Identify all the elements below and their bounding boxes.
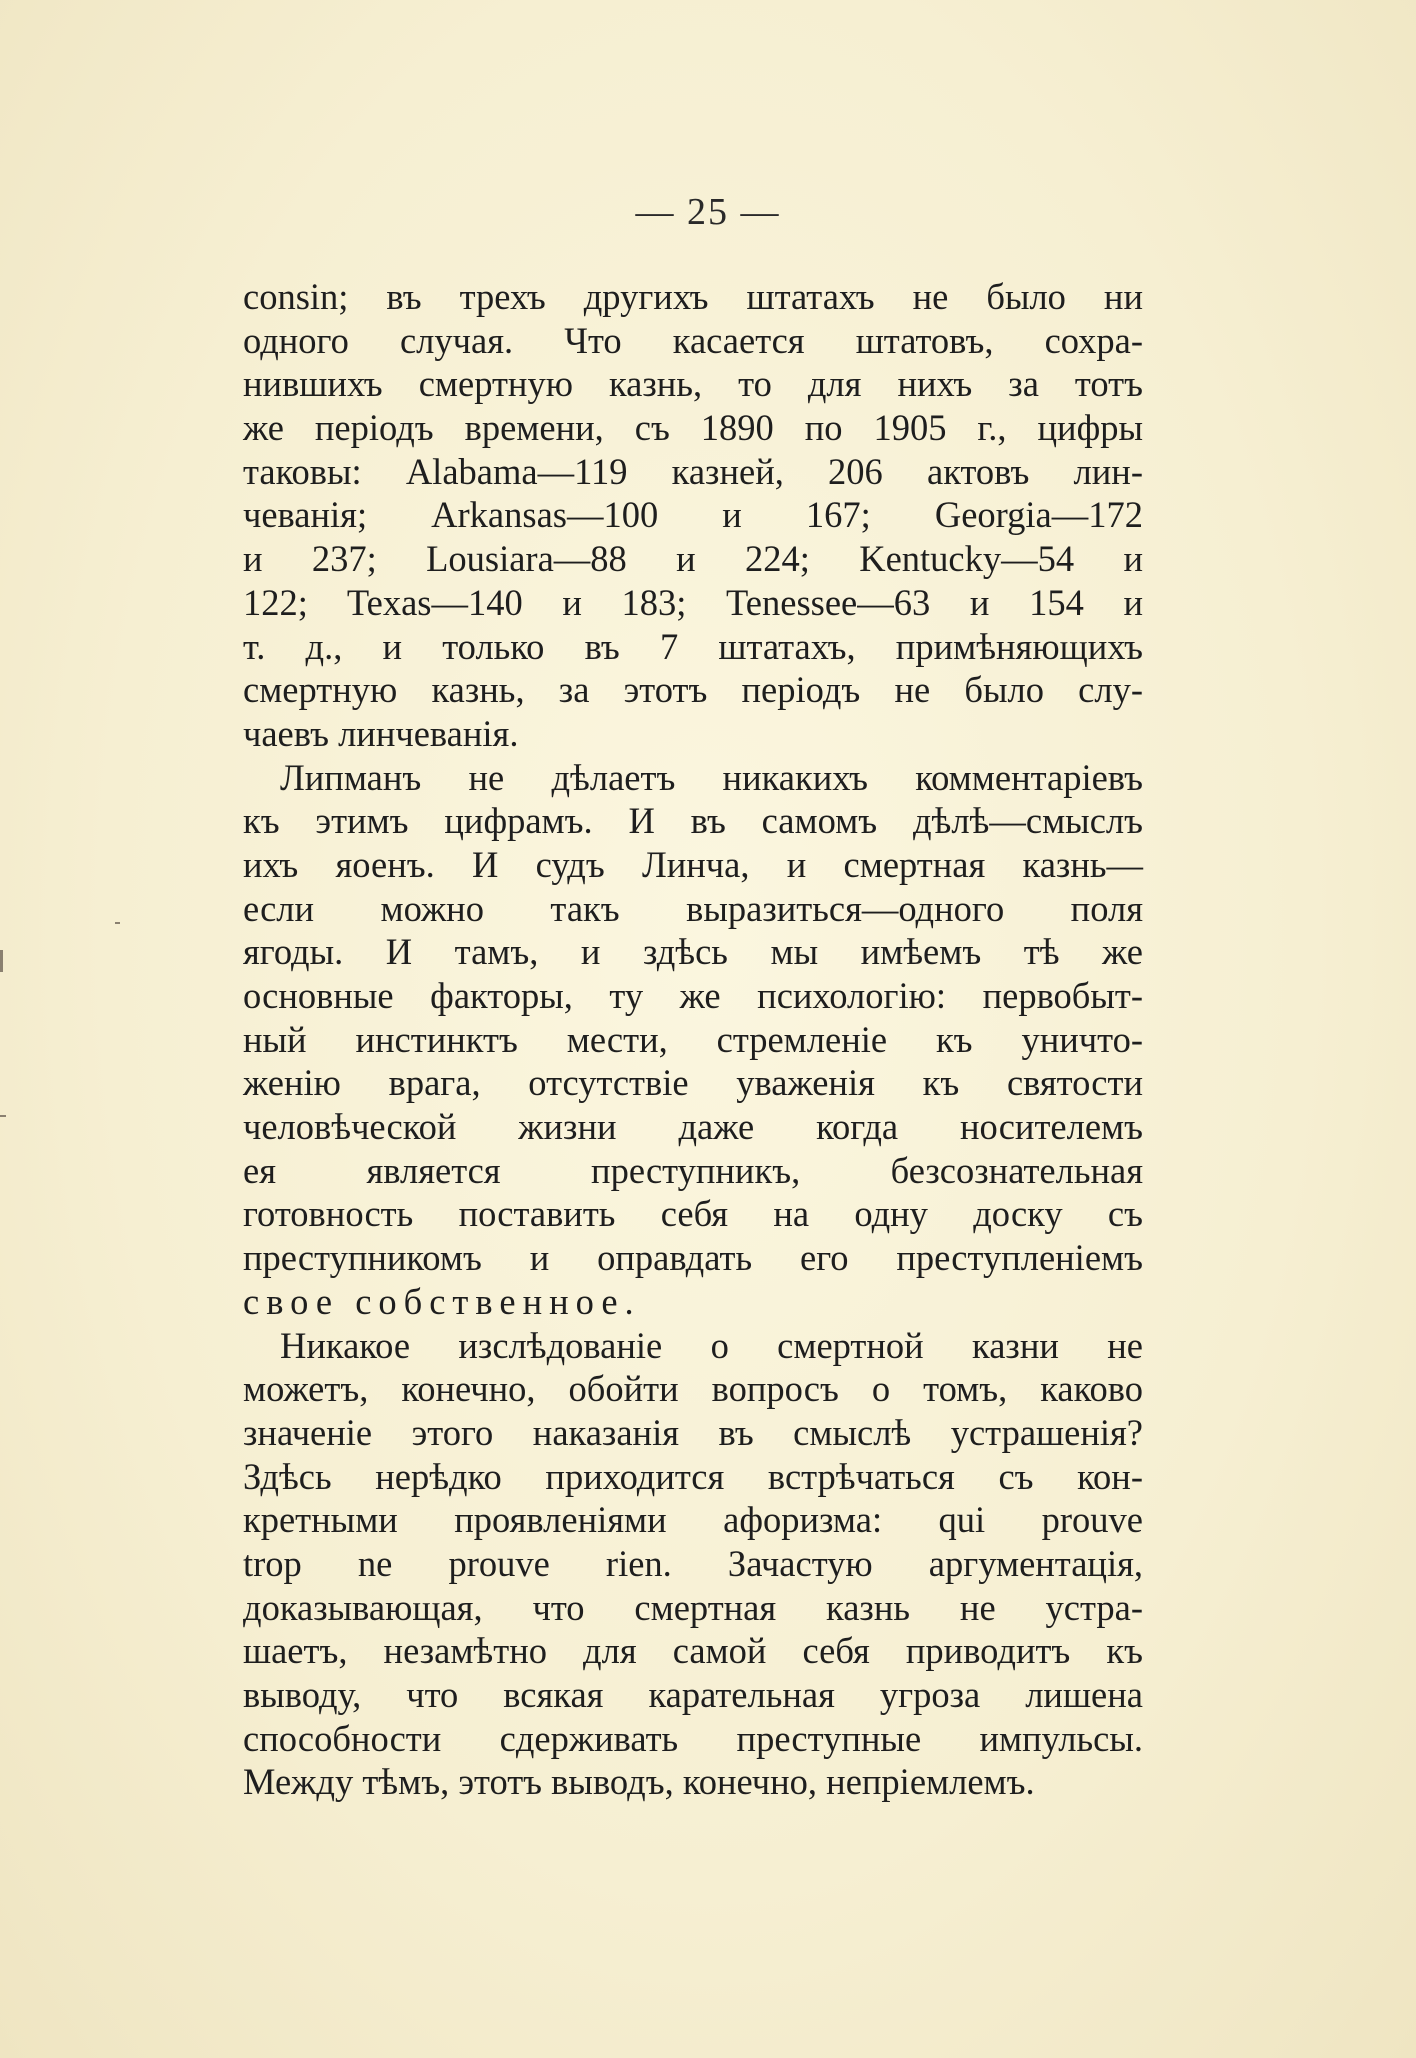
text-line: нившихъ смертную казнь, то для нихъ за тотъ: [243, 363, 1143, 405]
text-line: выводу, что всякая карательная угроза лишена: [243, 1674, 1143, 1715]
text-line: значеніе этого наказанія въ смыслѣ устрашенія?: [243, 1411, 1143, 1453]
text-line: Между тѣмъ, этотъ выводъ, конечно, непріемлемъ.: [243, 1761, 1035, 1803]
text-line: Никакое изслѣдованіе о смертной казни не: [280, 1324, 1143, 1366]
text-line: т. д., и только въ 7 штатахъ, примѣняющихъ: [243, 625, 1143, 667]
text-line: одного случая. Что касается штатовъ, сохра-: [243, 319, 1143, 361]
text-line: свое собственное.: [243, 1280, 641, 1322]
text-line: же періодъ времени, съ 1890 по 1905 г., цифры: [243, 407, 1143, 449]
text-line: и 237; Lousiara—88 и 224; Kentucky—54 и: [243, 538, 1143, 580]
text-line: къ этимъ цифрамъ. И въ самомъ дѣлѣ—смыслъ: [243, 800, 1143, 842]
body-text: [243, 275, 1143, 1804]
margin-mark: [0, 950, 3, 972]
text-line: consin; въ трехъ другихъ штатахъ не было ни: [243, 276, 1143, 317]
text-line: кретными проявленіями афоризма: qui prouve: [243, 1499, 1143, 1541]
text-line: шаетъ, незамѣтно для самой себя приводитъ къ: [243, 1630, 1143, 1672]
paragraph: [243, 756, 1143, 1324]
text-line: способности сдерживать преступные импульсы.: [243, 1717, 1143, 1759]
text-line: Здѣсь нерѣдко приходится встрѣчаться съ кон-: [243, 1455, 1143, 1497]
text-line: ихъ яоенъ. И судъ Линча, и смертная казнь—: [243, 843, 1143, 885]
text-line: можетъ, конечно, обойти вопросъ о томъ, каково: [243, 1368, 1143, 1410]
margin-mark: [115, 922, 120, 924]
text-line: ный инстинктъ мести, стремленіе къ уничто-: [243, 1018, 1143, 1060]
text-line: основные факторы, ту же психологію: первобыт-: [243, 975, 1143, 1016]
text-line: доказывающая, что смертная казнь не устра-: [243, 1586, 1143, 1628]
text-line: ягоды. И тамъ, и здѣсь мы имѣемъ тѣ же: [243, 931, 1143, 973]
text-line: готовность поставить себя на одну доску съ: [243, 1193, 1143, 1235]
text-line: trop ne prouve rien. Зачастую аргументація,: [243, 1542, 1143, 1584]
text-line: чаевъ линчеванія.: [243, 712, 519, 754]
paragraph: [243, 275, 1143, 756]
text-line: смертную казнь, за этотъ періодъ не было слу-: [243, 669, 1143, 711]
text-line: чеванія; Arkansas—100 и 167; Georgia—172: [243, 494, 1143, 536]
page-number: — 25 —: [635, 191, 781, 233]
paragraph: [243, 1324, 1143, 1805]
text-line: женію врага, отсутствіе уваженія къ святости: [243, 1062, 1143, 1104]
text-line: ея является преступникъ, безсознательная: [243, 1149, 1143, 1191]
text-line: 122; Texas—140 и 183; Tenessee—63 и 154 и: [243, 581, 1143, 623]
text-line: если можно такъ выразиться—одного поля: [243, 887, 1143, 929]
text-line: преступникомъ и оправдать его преступленіемъ: [243, 1237, 1143, 1279]
text-line: человѣческой жизни даже когда носителемъ: [243, 1106, 1143, 1148]
text-line: таковы: Alabama—119 казней, 206 актовъ лин-: [243, 450, 1143, 492]
margin-mark: [0, 1115, 6, 1117]
text-line: Липманъ не дѣлаетъ никакихъ комментаріевъ: [280, 756, 1143, 798]
